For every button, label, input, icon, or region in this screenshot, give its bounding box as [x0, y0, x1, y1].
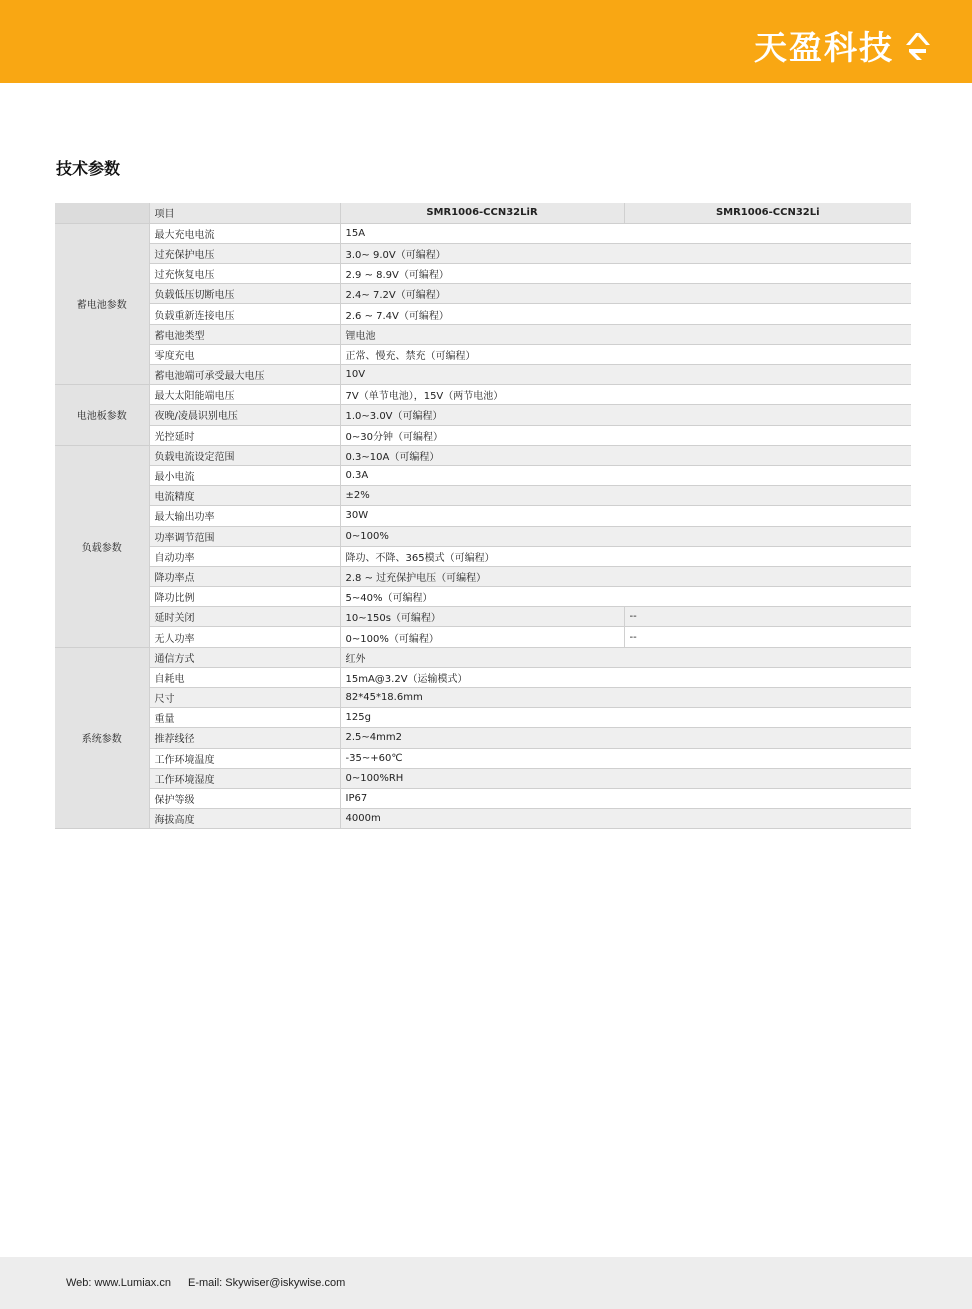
- param-name-cell: 最小电流: [149, 465, 340, 485]
- param-name-cell: 重量: [149, 708, 340, 728]
- brand-name: 天盈科技: [754, 28, 894, 67]
- param-value-cell: ±2%: [340, 486, 911, 506]
- category-cell: 蓄电池参数: [55, 223, 149, 385]
- table-row: [55, 506, 911, 526]
- table-row: [55, 627, 911, 647]
- table-row: [55, 486, 911, 506]
- param-name-cell: 海拔高度: [149, 809, 340, 829]
- param-value-cell: 4000m: [340, 809, 911, 829]
- category-cell: 电池板参数: [55, 385, 149, 446]
- table-row: [55, 647, 911, 667]
- param-name-cell: 过充恢复电压: [149, 264, 340, 284]
- footer-bar: [0, 1257, 972, 1309]
- header-blank-cell: [55, 203, 149, 223]
- footer-web: Web: www.Lumiax.cn: [66, 1277, 171, 1289]
- param-name-cell: 尺寸: [149, 688, 340, 708]
- param-value-cell: 2.8 ~ 过充保护电压（可编程）: [340, 566, 911, 586]
- param-name-cell: 无人功率: [149, 627, 340, 647]
- footer-contact: [66, 1277, 359, 1289]
- header-model-cell: SMR1006-CCN32LiR: [340, 203, 624, 223]
- param-value-cell: 3.0~ 9.0V（可编程）: [340, 243, 911, 263]
- table-row: [55, 223, 911, 243]
- param-value-cell: 0~100%: [340, 526, 911, 546]
- param-value2-cell: --: [624, 627, 911, 647]
- table-row: [55, 688, 911, 708]
- table-row: [55, 667, 911, 687]
- table-row: [55, 708, 911, 728]
- param-name-cell: 夜晚/凌晨识别电压: [149, 405, 340, 425]
- table-row: [55, 788, 911, 808]
- param-value-cell: 0~100%RH: [340, 768, 911, 788]
- table-row: [55, 526, 911, 546]
- param-name-cell: 光控延时: [149, 425, 340, 445]
- spec-table: [55, 203, 911, 829]
- param-value-cell: 10V: [340, 365, 911, 385]
- param-value-cell: 15A: [340, 223, 911, 243]
- param-name-cell: 延时关闭: [149, 607, 340, 627]
- param-value-cell: -35~+60℃: [340, 748, 911, 768]
- param-name-cell: 蓄电池类型: [149, 324, 340, 344]
- table-row: [55, 768, 911, 788]
- param-name-cell: 功率调节范围: [149, 526, 340, 546]
- header-item-cell: 项目: [149, 203, 340, 223]
- table-row: [55, 284, 911, 304]
- param-value-cell: 2.4~ 7.2V（可编程）: [340, 284, 911, 304]
- param-name-cell: 推荐线径: [149, 728, 340, 748]
- table-row: [55, 365, 911, 385]
- table-row: [55, 587, 911, 607]
- param-value-cell: 2.9 ~ 8.9V（可编程）: [340, 264, 911, 284]
- param-value-cell: 5~40%（可编程）: [340, 587, 911, 607]
- param-value2-cell: --: [624, 607, 911, 627]
- param-name-cell: 电流精度: [149, 486, 340, 506]
- table-row: [55, 243, 911, 263]
- param-name-cell: 零度充电: [149, 344, 340, 364]
- table-row: [55, 546, 911, 566]
- param-value-cell: 正常、慢充、禁充（可编程）: [340, 344, 911, 364]
- param-name-cell: 通信方式: [149, 647, 340, 667]
- param-value-cell: 2.5~4mm2: [340, 728, 911, 748]
- param-value-cell: 红外: [340, 647, 911, 667]
- header-bar: [0, 0, 972, 83]
- table-row: [55, 344, 911, 364]
- brand-logo: [754, 22, 936, 69]
- param-value-cell: 0~100%（可编程）: [340, 627, 624, 647]
- param-value-cell: 30W: [340, 506, 911, 526]
- param-value-cell: 15mA@3.2V（运输模式）: [340, 667, 911, 687]
- param-name-cell: 最大输出功率: [149, 506, 340, 526]
- param-name-cell: 过充保护电压: [149, 243, 340, 263]
- table-row: [55, 607, 911, 627]
- param-name-cell: 降功率点: [149, 566, 340, 586]
- footer-email: E-mail: Skywiser@iskywise.com: [188, 1277, 346, 1289]
- param-value-cell: 2.6 ~ 7.4V（可编程）: [340, 304, 911, 324]
- param-name-cell: 自动功率: [149, 546, 340, 566]
- param-value-cell: 0~30分钟（可编程）: [340, 425, 911, 445]
- param-value-cell: 0.3A: [340, 465, 911, 485]
- param-value-cell: 125g: [340, 708, 911, 728]
- table-row: [55, 465, 911, 485]
- param-name-cell: 保护等级: [149, 788, 340, 808]
- table-row: [55, 405, 911, 425]
- brand-mark-icon: [900, 29, 936, 63]
- param-name-cell: 负载电流设定范围: [149, 445, 340, 465]
- param-name-cell: 自耗电: [149, 667, 340, 687]
- table-row: [55, 566, 911, 586]
- param-name-cell: 负载重新连接电压: [149, 304, 340, 324]
- category-cell: 负载参数: [55, 445, 149, 647]
- table-row: [55, 304, 911, 324]
- param-name-cell: 蓄电池端可承受最大电压: [149, 365, 340, 385]
- table-row: [55, 324, 911, 344]
- table-row: [55, 445, 911, 465]
- param-name-cell: 工作环境温度: [149, 748, 340, 768]
- table-row: [55, 728, 911, 748]
- table-row: [55, 385, 911, 405]
- param-value-cell: 10~150s（可编程）: [340, 607, 624, 627]
- param-value-cell: 82*45*18.6mm: [340, 688, 911, 708]
- param-name-cell: 最大太阳能端电压: [149, 385, 340, 405]
- header-model-cell: SMR1006-CCN32Li: [624, 203, 911, 223]
- param-name-cell: 降功比例: [149, 587, 340, 607]
- category-cell: 系统参数: [55, 647, 149, 829]
- param-name-cell: 负载低压切断电压: [149, 284, 340, 304]
- param-value-cell: IP67: [340, 788, 911, 808]
- param-name-cell: 工作环境湿度: [149, 768, 340, 788]
- page-title: 技术参数: [56, 159, 121, 178]
- param-value-cell: 降功、不降、365模式（可编程）: [340, 546, 911, 566]
- table-row: [55, 425, 911, 445]
- table-row: [55, 809, 911, 829]
- param-value-cell: 1.0~3.0V（可编程）: [340, 405, 911, 425]
- param-name-cell: 最大充电电流: [149, 223, 340, 243]
- table-header-row: [55, 203, 911, 223]
- param-value-cell: 锂电池: [340, 324, 911, 344]
- table-row: [55, 748, 911, 768]
- param-value-cell: 0.3~10A（可编程）: [340, 445, 911, 465]
- param-value-cell: 7V（单节电池），15V（两节电池）: [340, 385, 911, 405]
- table-row: [55, 264, 911, 284]
